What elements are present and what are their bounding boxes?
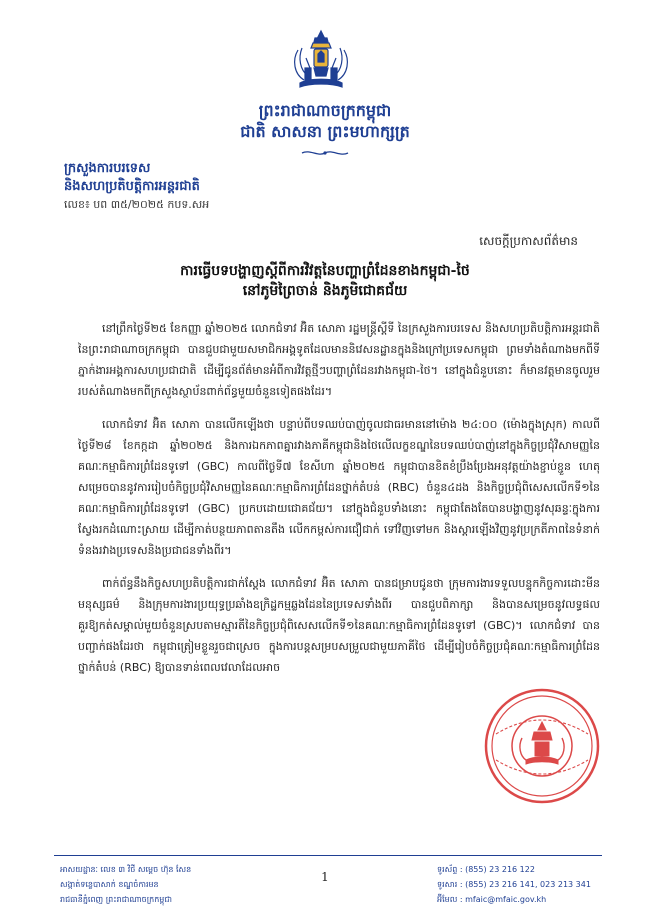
kingdom-header (0, 100, 650, 142)
address-line1: អាសយដ្ឋានៈ លេខ ៣ វិថី សម្តេច ហ៊ុន សែន (60, 865, 192, 874)
royal-coat-of-arms-icon (288, 28, 354, 92)
footer-divider (54, 855, 602, 856)
reference-number: លេខ៖ បព ៣៥/២០២៥ កបទ.សអ (64, 198, 210, 211)
document-title (0, 261, 650, 301)
kingdom-name: ព្រះរាជាណាចក្រកម្ពុជា (258, 101, 392, 120)
page-number: 1 (321, 870, 329, 884)
paragraph: ពាក់ព័ន្ធនឹងកិច្ចសហប្រតិបត្តិការជាក់ស្តែង លោកជំទាវ អ៊ិត សោភា បានជម្រាបជូនថា ក្រុមការងារទទួលបន្ទុកកិច្ចការដោះមីនមនុស្សធម៌ និងក្រុមការងារប្រយុទ្ធប្រឆាំងឧក្រិដ្ឋកម្មឆ្លងដែននៃប្រទេសទាំងពីរ បានជួបពិភាក្សា និងបានសម្រេចនូវលទ្ធផលគួរឱ្យកត់សម្គាល់មួយចំនួនស្របតាមស្មារតីនៃកិច្ចប្រជុំពិសេសលើកទី១នៃគណៈកម្មាធិការព្រំដែនទូទៅ (GBC)។ លោកជំទាវ បានបញ្ជាក់ផងដែរថា កម្ពុជាត្រៀមខ្លួនរួចជាស្រេច ក្នុងការបន្តសម្របសម្រួលជាមួយភាគីថៃ ដើម្បីរៀបចំកិច្ចប្រជុំគណៈកម្មាធិការព្រំដែនថ្នាក់តំបន់ (RBC) ឱ្យបានទាន់ពេលវេលាដែលអាច (78, 577, 600, 674)
paragraph: លោកជំទាវ អ៊ិត សោភា បានលើកឡើងថា បន្ទាប់ពីបទឈប់បាញ់ចូលជាធរមាននៅម៉ោង ២៤:០០ (ម៉ោងក្នុងស្រុក) កាលពីថ្ងៃទី២៨ ខែកក្កដា ឆ្នាំ២០២៥ និងការឯកភាពគ្នារវាងភាគីកម្ពុជានិងថៃលើលក្ខខណ្ឌនៃបទឈប់បាញ់នៅក្នុងកិច្ចប្រជុំវិសាមញ្ញនៃគណៈកម្មាធិការព្រំដែនទូទៅ (GBC) កាលពីថ្ងៃទី៧ ខែសីហា ឆ្នាំ២០២៥ កម្ពុជាបានខិតខំប្រឹងប្រែងអនុវត្តយ៉ាងខ្ជាប់ខ្ជួន ហេតុសម្រេចបាននូវការរៀបចំកិច្ចប្រជុំវិសាមញ្ញនៃគណៈកម្មាធិការព្រំដែនថ្នាក់តំបន់ (RBC) ចំនួន៤ដង និងកិច្ចប្រជុំពិសេសលើកទី១នៃគណៈកម្មាធិការព្រំដែនទូទៅ (GBC) ប្រកបដោយជោគជ័យ។ នៅក្នុងជំនួបទាំងនោះ កម្ពុជាតែងតែបានបង្ហាញនូវសុឆន្ទៈក្នុងការស្វែងរកដំណោះស្រាយ ដើម្បីកាត់បន្ថយភាពតានតឹង លើកកម្ពស់ការជឿជាក់ ទៅវិញទៅមក និងស្តារឡើងវិញនូវប្រក្រតីភាពនៃទំនាក់ទំនងរវាងប្រទេសនិងប្រជាជនទាំងពីរ។ (78, 418, 600, 557)
national-motto: ជាតិ សាសនា ព្រះមហាក្សត្រ (240, 122, 410, 141)
phone-number: ទូរស័ព្ទ : (855) 23 216 122 (437, 865, 535, 874)
flourish-divider-icon (300, 148, 350, 158)
fax-number: ទូរសារ : (855) 23 216 141, 023 213 341 (437, 880, 591, 889)
ministry-name-line2: និងសហប្រតិបត្តិការអន្តរជាតិ (64, 179, 200, 194)
address-line3: រាជធានីភ្នំពេញ ព្រះរាជាណាចក្រកម្ពុជា (60, 895, 172, 904)
ministry-seal-icon (482, 686, 602, 806)
document-body (78, 318, 600, 690)
document-type: សេចក្តីប្រកាសព័ត៌មាន (479, 234, 578, 248)
title-line1: ការធ្វើបទបង្ហាញស្តីពីការវិវត្តនៃបញ្ហាព្រំដែនខាងកម្ពុជា-ថៃ (180, 263, 470, 279)
paragraph: នៅព្រឹកថ្ងៃទី២៥ ខែកញ្ញា ឆ្នាំ២០២៥ លោកជំទាវ អ៊ិត សោភា រដ្ឋមន្ត្រីស្តីទី នៃក្រសួងការបរទេស និងសហប្រតិបត្តិការអន្តរជាតិ នៃព្រះរាជាណាចក្រកម្ពុជា បានជួបជាមួយសមាជិកអង្គទូតដែលមាននិវេសនដ្ឋានក្នុងនិងក្រៅប្រទេសកម្ពុជា ព្រមទាំងតំណាងមកពីទីភ្នាក់ងារអង្គការសហប្រជាជាតិ ដើម្បីជូនព័ត៌មានអំពីការវិវត្តថ្មីៗបញ្ហាព្រំដែនរវាងកម្ពុជា-ថៃ។ នៅក្នុងជំនួបនោះ ក៏មានវត្តមានចូលរួមរបស់តំណាងមកពីក្រសួងស្ថាប័នពាក់ព័ន្ធមួយចំនួនទៀតផងដែរ។ (78, 322, 600, 398)
email-address[interactable]: អ៊ីមែល : mfaic@mfaic.gov.kh (437, 895, 547, 904)
address-line2: សង្កាត់ទន្លេបាសាក់ ខណ្ឌចំការមន (60, 880, 159, 889)
footer-contact (437, 862, 591, 907)
title-line2: នៅភូមិព្រៃចាន់ និងភូមិជោគជ័យ (242, 283, 408, 299)
ministry-name-line1: ក្រសួងការបរទេស (64, 161, 151, 176)
footer-address (60, 862, 191, 907)
ministry-block (64, 160, 209, 213)
